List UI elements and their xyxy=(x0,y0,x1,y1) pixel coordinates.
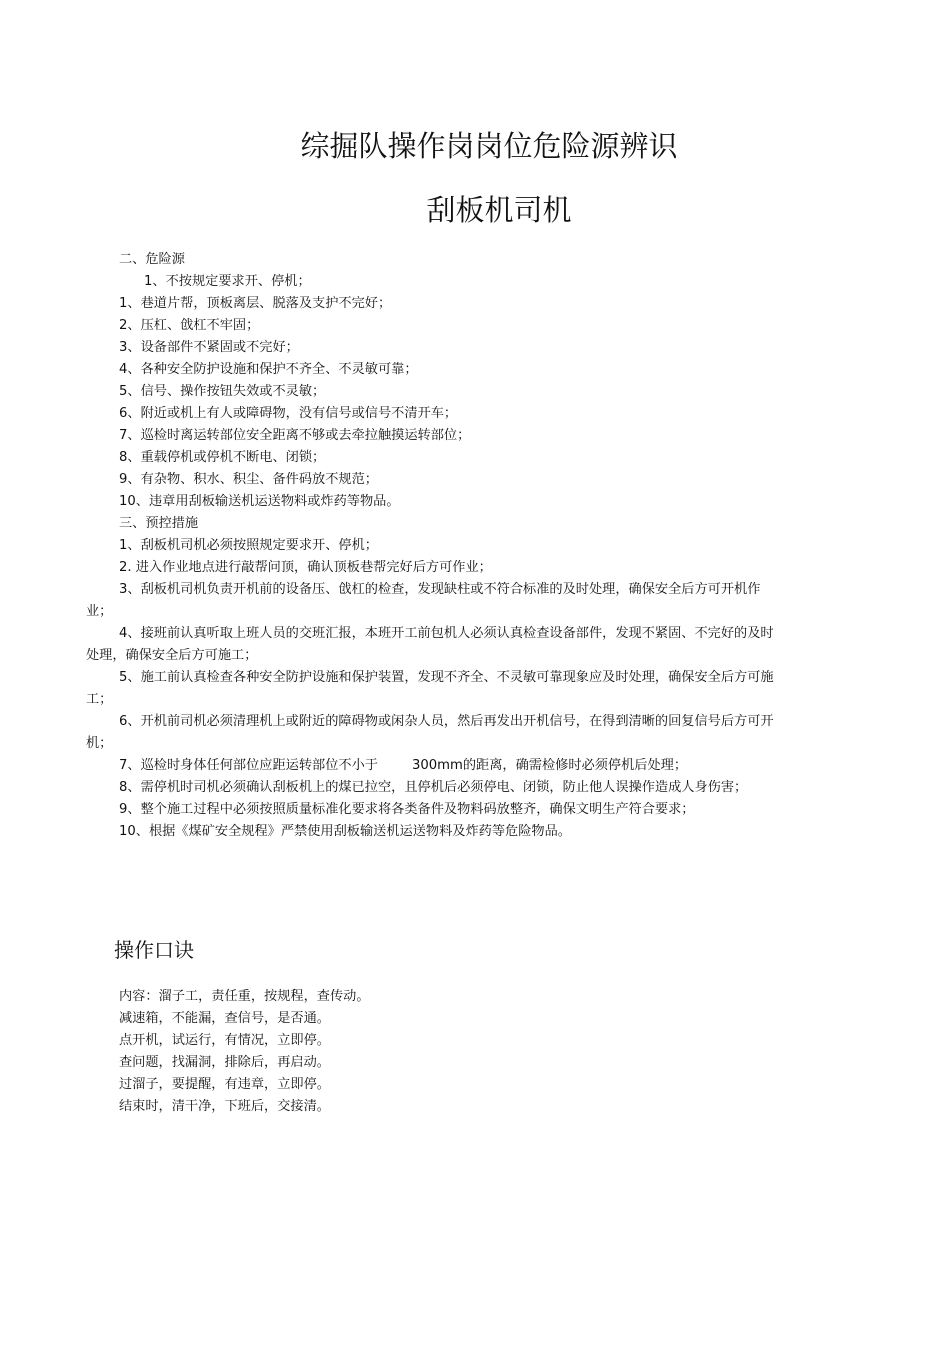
measure-item: 6、开机前司机必须清理机上或附近的障碍物或闲杂人员，然后再发出开机信号，在得到清晰的回复信号后方可开机； xyxy=(86,714,774,751)
measure-item: 3、刮板机司机负责开机前的设备压、戗杠的检查，发现缺柱或不符合标准的及时处理，确保安全后方可开机作业； xyxy=(86,582,761,619)
hazard-item: 3、设备部件不紧固或不完好； xyxy=(119,340,299,355)
hazard-item: 10、违章用刮板输送机运送物料或炸药等物品。 xyxy=(119,494,400,509)
verse-line: 内容：溜子工，责任重，按规程，查传动。 xyxy=(119,989,370,1004)
hazards-heading: 二、危险源 xyxy=(119,252,185,267)
measure-item-part: 7、巡检时身体任何部位应距运转部位不小于 xyxy=(119,758,378,773)
measure-item: 4、接班前认真听取上班人员的交班汇报，本班开工前包机人必须认真检查设备部件，发现不紧固、不完好的及时处理，确保安全后方可施工； xyxy=(86,626,774,663)
verse-line: 结束时，清干净，下班后，交接清。 xyxy=(119,1099,330,1114)
measure-item: 5、施工前认真检查各种安全防护设施和保护装置，发现不齐全、不灵敏可靠现象应及时处理，确保安全后方可施工； xyxy=(86,670,774,707)
hazard-item: 1、巷道片帮，顶板离层、脱落及支护不完好； xyxy=(119,296,392,311)
hazard-item: 9、有杂物、积水、积尘、备件码放不规范； xyxy=(119,472,378,487)
hazard-item: 7、巡检时离运转部位安全距离不够或去牵拉触摸运转部位； xyxy=(119,428,471,443)
measure-item: 10、根据《煤矿安全规程》严禁使用刮板输送机运送物料及炸药等危险物品。 xyxy=(119,824,571,839)
formula-heading: 操作口诀 xyxy=(114,938,194,962)
page-title: 综掘队操作岗岗位危险源辨识 xyxy=(300,129,678,163)
verse-line: 查问题，找漏洞，排除后，再启动。 xyxy=(119,1055,330,1070)
measure-item: 8、需停机时司机必须确认刮板机上的煤已拉空，且停机后必须停电、闭锁，防止他人误操作造成人身伤害； xyxy=(119,780,748,795)
document-body xyxy=(86,249,786,843)
measure-item: 9、整个施工过程中必须按照质量标准化要求将各类备件及物料码放整齐，确保文明生产符合要求； xyxy=(119,802,695,817)
measure-item-part: 300mm的距离，确需检修时必须停机后处理； xyxy=(411,758,688,773)
verse-line: 过溜子，要提醒，有违章，立即停。 xyxy=(119,1077,330,1092)
page-subtitle: 刮板机司机 xyxy=(426,193,572,227)
hazard-item: 6、附近或机上有人或障碍物，没有信号或信号不清开车； xyxy=(119,406,458,421)
verse-line: 减速箱，不能漏，查信号，是否通。 xyxy=(119,1011,330,1026)
formula-verse xyxy=(119,986,370,1118)
hazard-item: 4、各种安全防护设施和保护不齐全、不灵敏可靠； xyxy=(119,362,418,377)
measures-heading: 三、预控措施 xyxy=(119,516,199,531)
hazard-item: 5、信号、操作按钮失效或不灵敏； xyxy=(119,384,326,399)
hazard-item: 8、重载停机或停机不断电、闭锁； xyxy=(119,450,326,465)
measure-item xyxy=(86,755,786,777)
measure-item: 2. 进入作业地点进行敲帮问顶，确认顶板巷帮完好后方可作业； xyxy=(119,560,492,575)
measure-item: 1、刮板机司机必须按照规定要求开、停机； xyxy=(119,538,378,553)
verse-line: 点开机，试运行，有情况，立即停。 xyxy=(119,1033,330,1048)
hazard-item: 1、不按规定要求开、停机； xyxy=(144,274,311,289)
hazard-item: 2、压杠、戗杠不牢固； xyxy=(119,318,260,333)
